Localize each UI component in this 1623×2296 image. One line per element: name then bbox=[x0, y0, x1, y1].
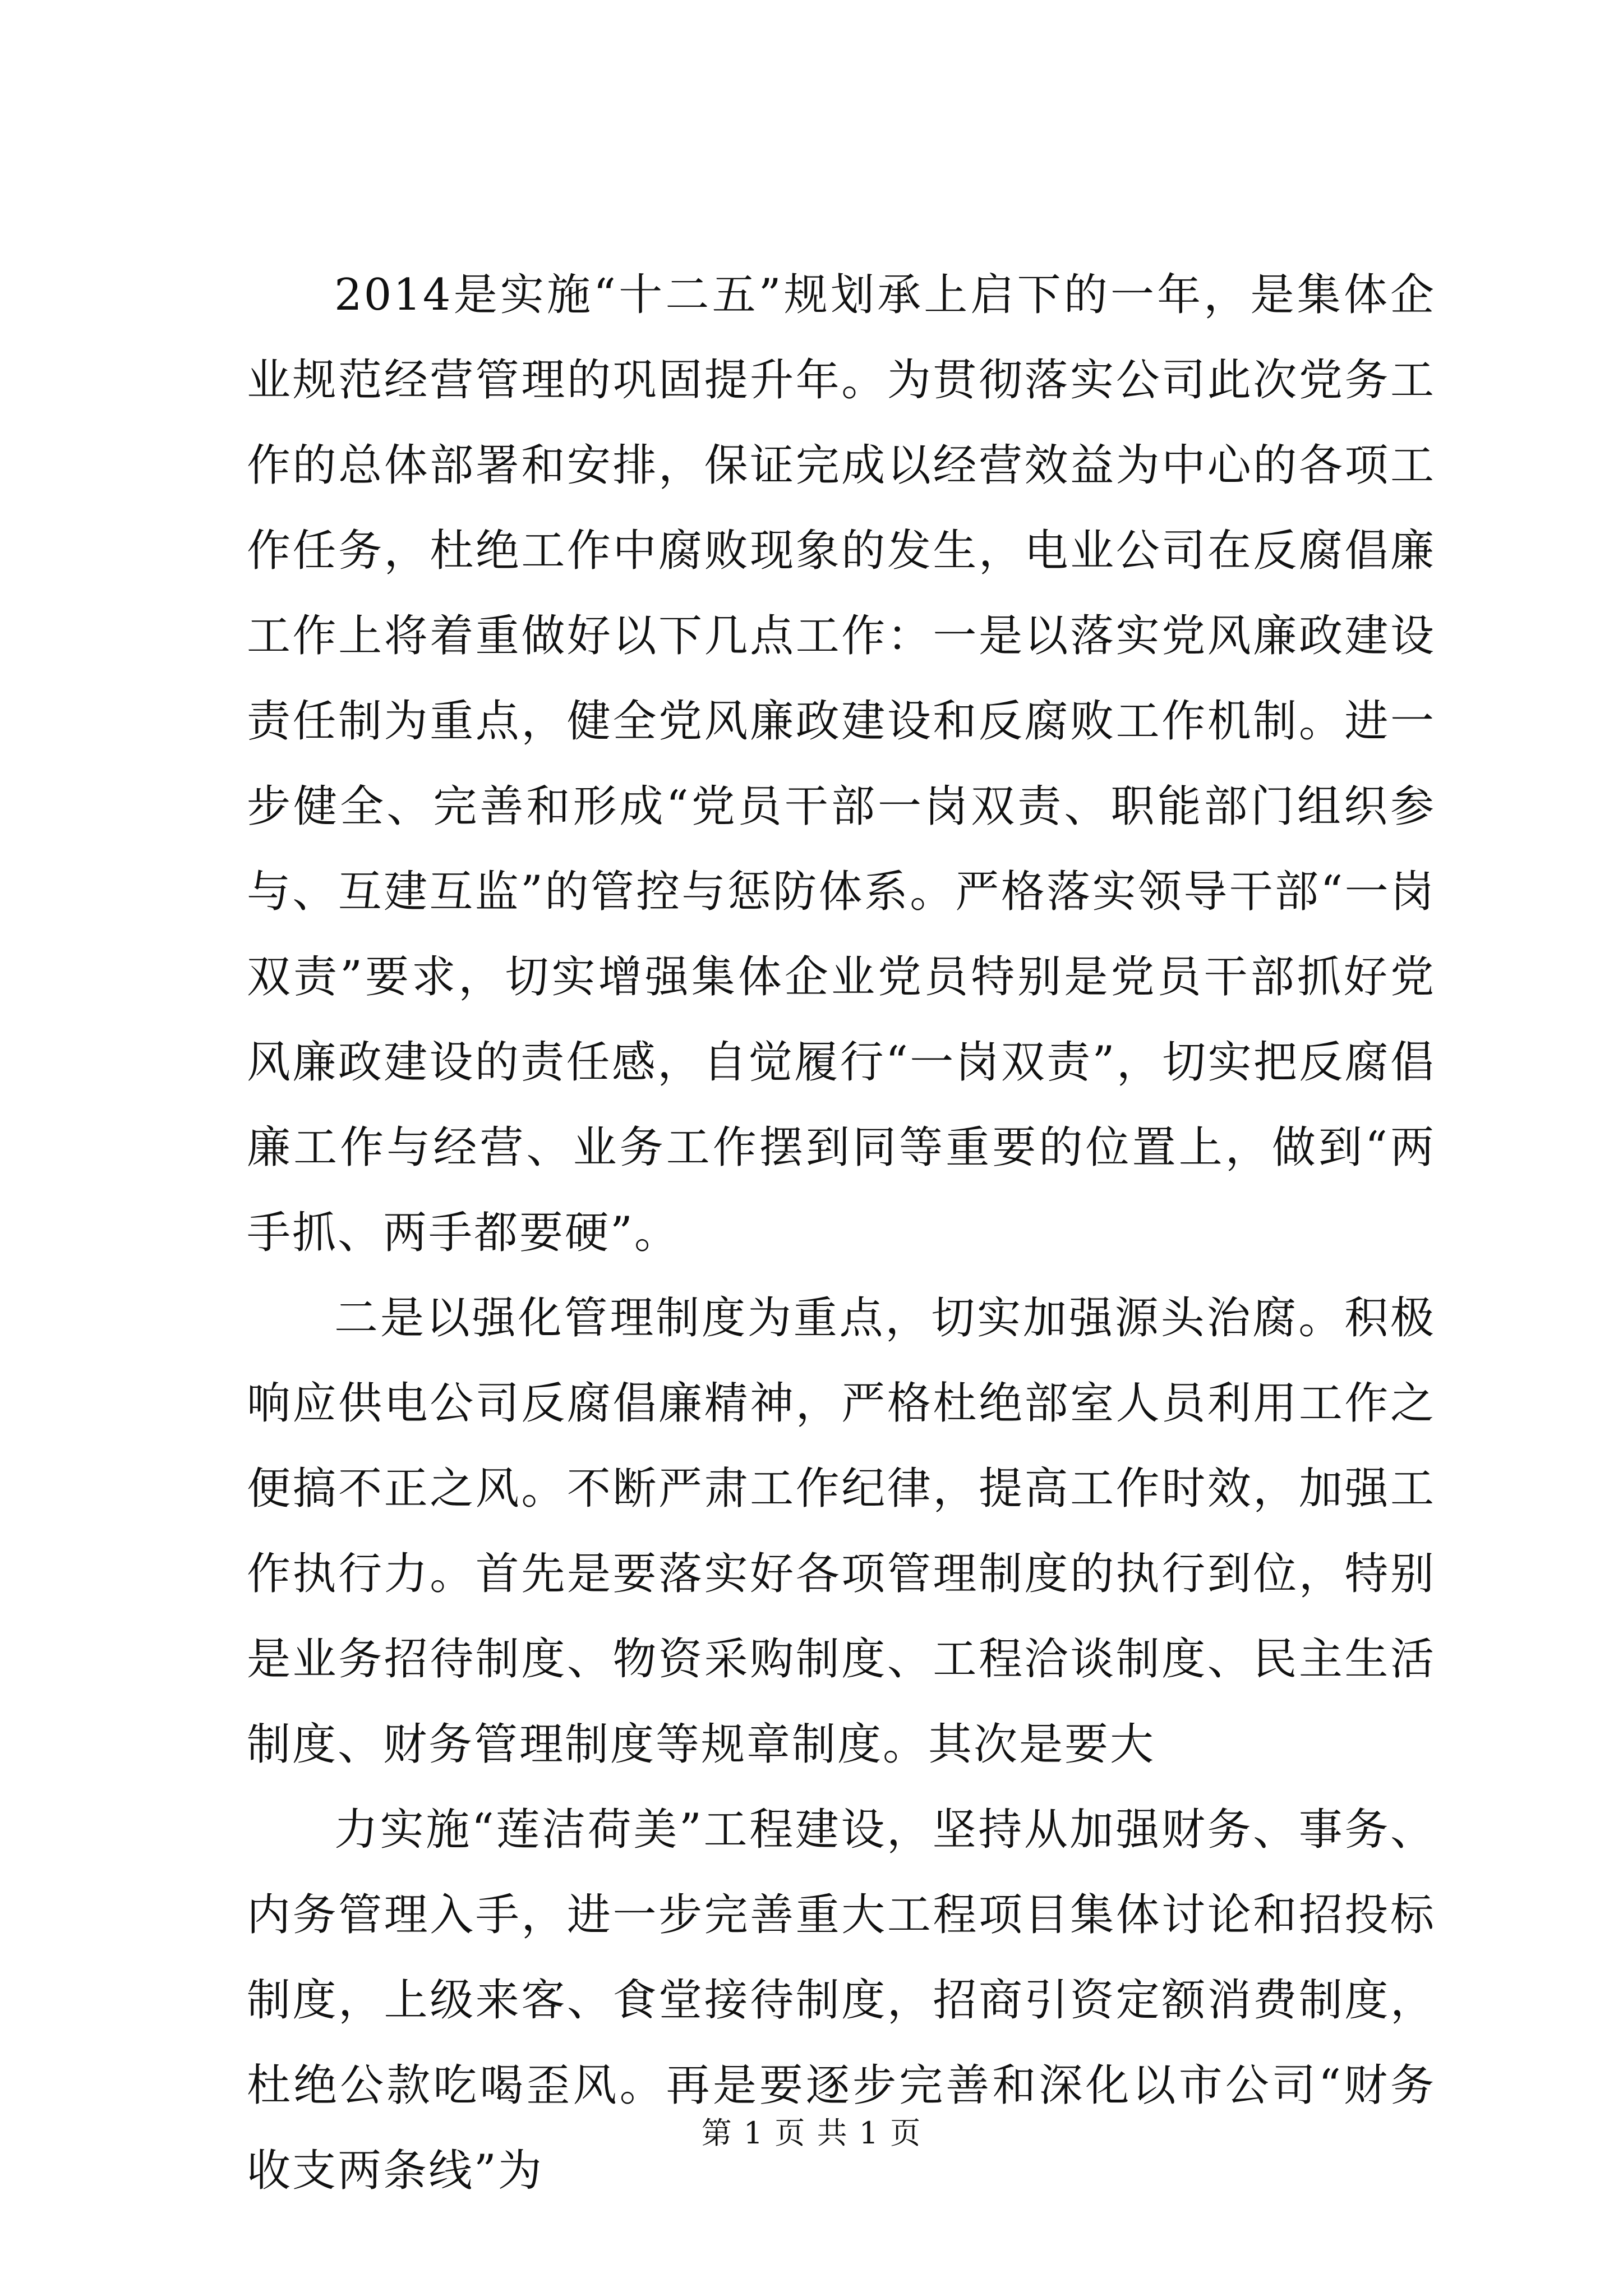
document-body bbox=[247, 252, 1436, 2214]
paragraph-3: 力实施“莲洁荷美”工程建设，坚持从加强财务、事务、内务管理入手，进一步完善重大工程项目集体讨论和招投标制度，上级来客、食堂接待制度，招商引资定额消费制度，杜绝公款吃喝歪风。再是要逐步完善和深化以市公司“财务收支两条线”为 bbox=[247, 1805, 1436, 2196]
paragraph-2: 二是以强化管理制度为重点，切实加强源头治腐。积极响应供电公司反腐倡廉精神，严格杜绝部室人员利用工作之便搞不正之风。不断严肃工作纪律，提高工作时效，加强工作执行力。首先是要落实好各项管理制度的执行到位，特别是业务招待制度、物资采购制度、工程洽谈制度、民主生活制度、财务管理制度等规章制度。其次是要大 bbox=[247, 1293, 1436, 1770]
paragraph-1: 2014是实施“十二五”规划承上启下的一年，是集体企业规范经营管理的巩固提升年。为贯彻落实公司此次党务工作的总体部署和安排，保证完成以经营效益为中心的各项工作任务，杜绝工作中腐败现象的发生，电业公司在反腐倡廉工作上将着重做好以下几点工作：一是以落实党风廉政建设责任制为重点，健全党风廉政建设和反腐败工作机制。进一步健全、完善和形成“党员干部一岗双责、职能部门组织参与、互建互监”的管控与惩防体系。严格落实领导干部“一岗双责”要求，切实增强集体企业党员特别是党员干部抓好党风廉政建设的责任感，自觉履行“一岗双责”，切实把反腐倡廉工作与经营、业务工作摆到同等重要的位置上，做到“两手抓、两手都要硬”。 bbox=[247, 270, 1436, 1258]
page-footer: 第 1 页 共 1 页 bbox=[701, 2115, 922, 2151]
